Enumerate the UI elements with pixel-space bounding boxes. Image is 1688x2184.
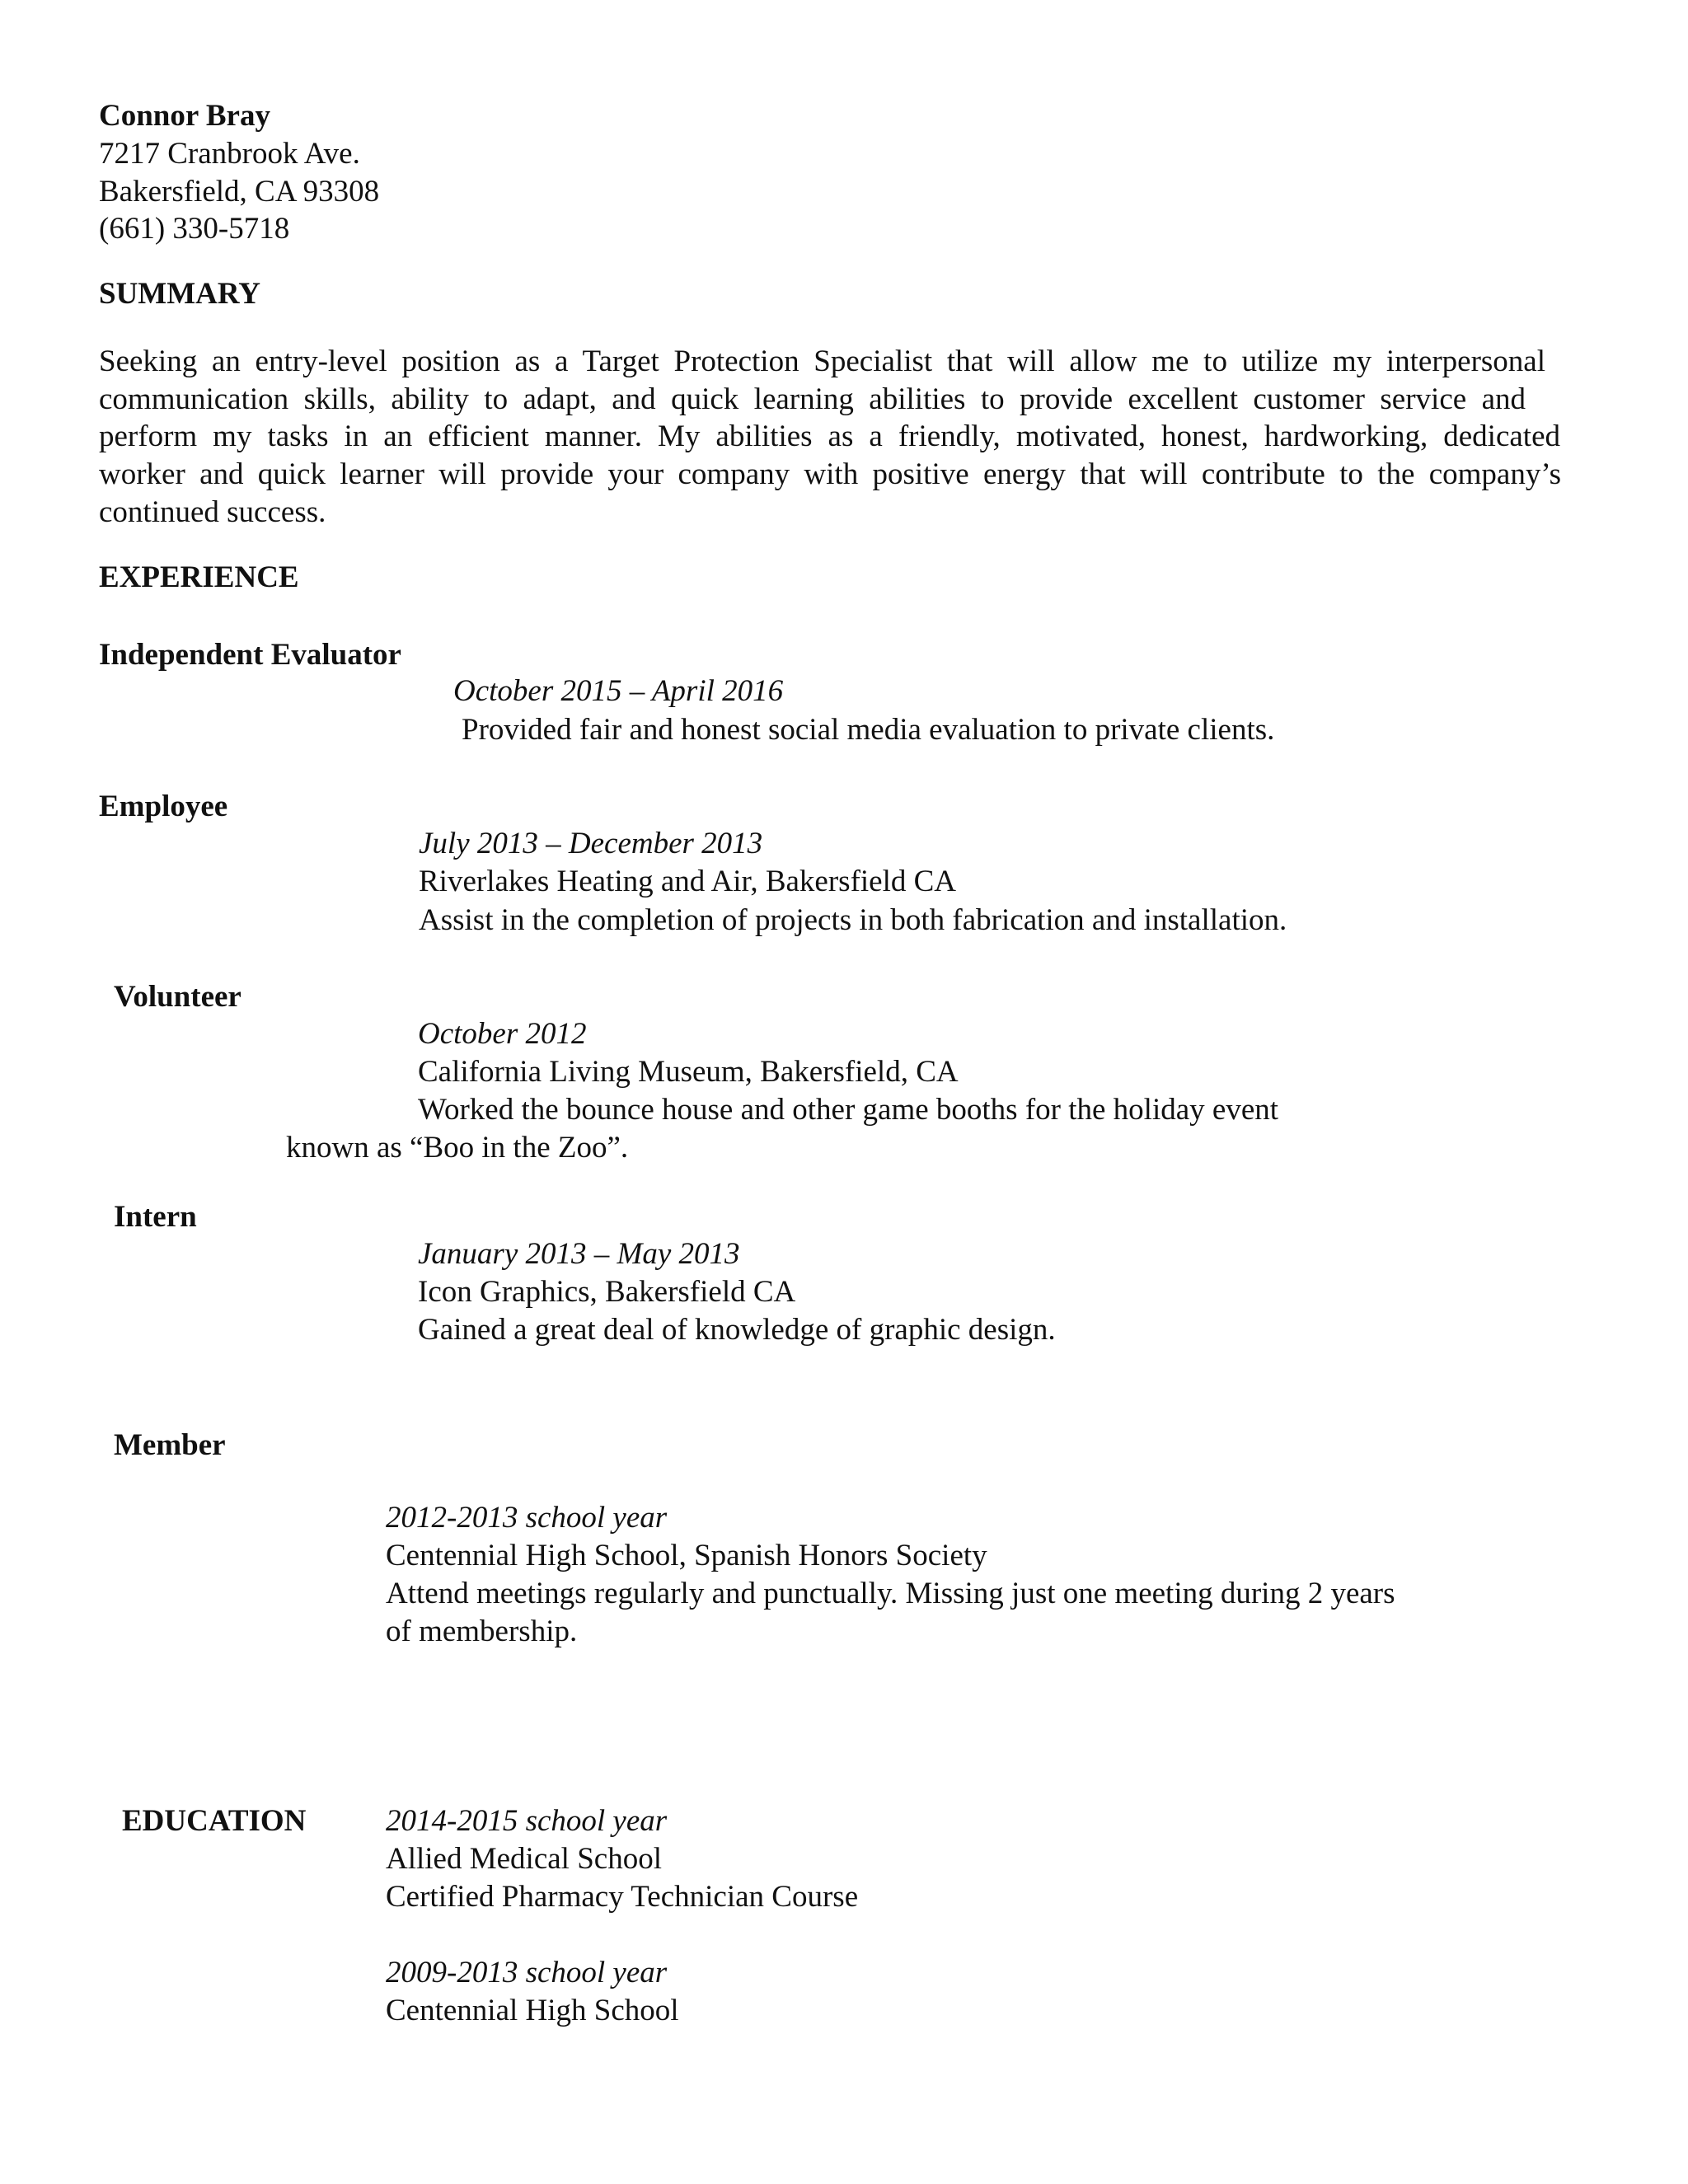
experience-dates: July 2013 – December 2013: [419, 827, 763, 860]
education-school: Allied Medical School: [386, 1842, 662, 1876]
experience-title: Member: [114, 1428, 226, 1462]
experience-description: Provided fair and honest social media evaluation to private clients.: [462, 713, 1275, 747]
experience-description: Worked the bounce house and other game booths for the holiday event: [418, 1093, 1279, 1127]
experience-description: known as “Boo in the Zoo”.: [286, 1131, 629, 1165]
summary-line: Seeking an entry-level position as a Target Protection Specialist that will allow me to utilize my interpersonal: [99, 344, 1545, 378]
experience-title: Volunteer: [114, 980, 241, 1014]
experience-description: Assist in the completion of projects in both fabrication and installation.: [419, 903, 1287, 937]
experience-title: Independent Evaluator: [99, 638, 401, 672]
phone-number: (661) 330-5718: [99, 212, 290, 246]
experience-organization: Centennial High School, Spanish Honors Society: [386, 1539, 987, 1572]
education-dates: 2009-2013 school year: [386, 1956, 668, 1990]
experience-title: Intern: [114, 1200, 197, 1234]
experience-organization: Riverlakes Heating and Air, Bakersfield CA: [419, 865, 957, 898]
summary-line: communication skills, ability to adapt, and quick learning abilities to provide excellent customer service and: [99, 382, 1526, 416]
summary-line: continued success.: [99, 495, 326, 529]
experience-organization: California Living Museum, Bakersfield, CA: [418, 1055, 959, 1089]
education-school: Centennial High School: [386, 1994, 679, 2027]
summary-line: perform my tasks in an efficient manner. My abilities as a friendly, motivated, honest, hardworking, dedicated: [99, 419, 1560, 453]
experience-heading: EXPERIENCE: [99, 560, 299, 594]
experience-organization: Icon Graphics, Bakersfield CA: [418, 1275, 796, 1309]
experience-dates: 2012-2013 school year: [386, 1501, 668, 1535]
experience-dates: January 2013 – May 2013: [418, 1237, 740, 1271]
experience-description: Attend meetings regularly and punctually. Missing just one meeting during 2 years: [386, 1577, 1395, 1610]
education-program: Certified Pharmacy Technician Course: [386, 1880, 859, 1914]
experience-description: Gained a great deal of knowledge of graphic design.: [418, 1313, 1056, 1347]
summary-line: worker and quick learner will provide your company with positive energy that will contribute to the company’s: [99, 457, 1561, 491]
experience-dates: October 2012: [418, 1017, 587, 1051]
education-heading: EDUCATION: [122, 1804, 307, 1838]
candidate-name: Connor Bray: [99, 99, 270, 133]
experience-dates: October 2015 – April 2016: [453, 674, 784, 708]
experience-description: of membership.: [386, 1615, 578, 1648]
address-line-2: Bakersfield, CA 93308: [99, 175, 380, 209]
education-dates: 2014-2015 school year: [386, 1804, 668, 1838]
address-line-1: 7217 Cranbrook Ave.: [99, 137, 360, 171]
summary-heading: SUMMARY: [99, 277, 261, 311]
experience-title: Employee: [99, 790, 228, 823]
